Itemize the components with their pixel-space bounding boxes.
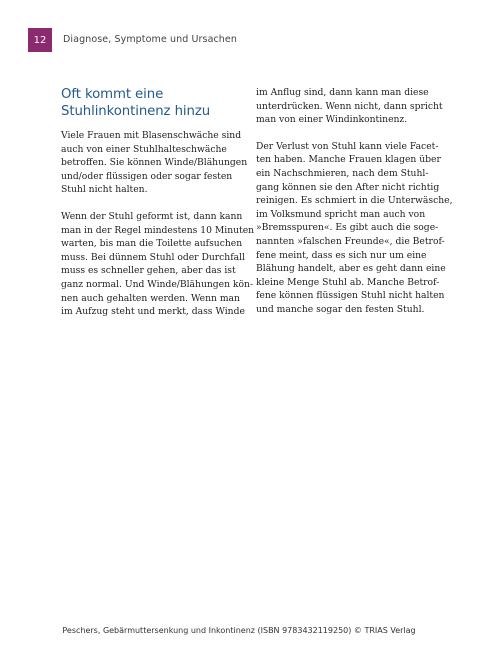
- text-line: im Anflug sind, dann kann man diese: [256, 87, 429, 98]
- heading-line: Oft kommt eine: [61, 87, 164, 102]
- paragraph: [61, 129, 248, 197]
- right-column: [256, 86, 453, 330]
- left-column: [61, 86, 255, 332]
- heading-line: Stuhlinkontinenz hinzu: [61, 104, 211, 119]
- text-line: ten haben. Manche Frauen klagen über: [256, 154, 441, 166]
- paragraph: [256, 86, 443, 127]
- text-line: im Aufzug steht und merkt, dass Winde: [61, 306, 245, 318]
- paragraph: [256, 140, 453, 317]
- text-line: und/oder flüssigen oder sogar festen: [61, 170, 233, 182]
- text-line: ganz normal. Und Winde/Blähungen kön-: [61, 278, 254, 290]
- text-line: fene können flüssigen Stuhl nicht halten: [256, 290, 445, 302]
- text-line: warten, bis man die Toilette aufsuchen: [61, 238, 243, 250]
- text-line: und manche sogar den festen Stuhl.: [256, 303, 425, 315]
- text-line: Viele Frauen mit Blasenschwäche sind: [61, 130, 242, 141]
- text-line: nen auch gehalten werden. Wenn man: [61, 292, 240, 304]
- footer-citation: Peschers, Gebärmuttersenkung und Inkontinenz (ISBN 9783432119250) © TRIAS Verlag: [62, 626, 416, 635]
- text-line: muss. Bei dünnem Stuhl oder Durchfall: [61, 251, 245, 263]
- text-line: reinigen. Es schmiert in die Unterwäsche,: [256, 195, 453, 207]
- text-line: man von einer Windinkontinenz.: [256, 114, 408, 126]
- text-line: Der Verlust von Stuhl kann viele Facet-: [256, 140, 439, 152]
- text-line: im Volksmund spricht man auch von: [256, 208, 426, 220]
- text-line: Wenn der Stuhl geformt ist, dann kann: [61, 210, 243, 222]
- text-line: muss es schneller gehen, aber das ist: [61, 265, 236, 277]
- text-line: gang können sie den After nicht richtig: [256, 181, 440, 193]
- text-line: betroffen. Sie können Winde/Blähungen: [61, 157, 248, 169]
- text-line: Stuhl nicht halten.: [61, 184, 148, 196]
- text-line: nannten »falschen Freunde«, die Betrof-: [256, 235, 445, 247]
- text-line: ein Nachschmieren, nach dem Stuhl-: [256, 167, 429, 179]
- text-line: kleine Menge Stuhl ab. Manche Betrof-: [256, 276, 440, 288]
- chapter-title: Diagnose, Symptome und Ursachen: [63, 34, 237, 45]
- section-heading: [61, 86, 244, 120]
- text-line: unterdrücken. Wenn nicht, dann spricht: [256, 100, 443, 112]
- text-line: »Bremsspuren«. Es gibt auch die soge-: [256, 222, 439, 234]
- page-number-badge: 12: [28, 28, 52, 52]
- paragraph: [61, 210, 255, 319]
- text-line: man in der Regel mindestens 10 Minuten: [61, 224, 255, 236]
- text-line: Blähung handelt, aber es geht dann eine: [256, 263, 446, 275]
- text-line: auch von einer Stuhlhalteschwäche: [61, 143, 227, 155]
- text-line: fene meint, dass es sich nur um eine: [256, 249, 427, 261]
